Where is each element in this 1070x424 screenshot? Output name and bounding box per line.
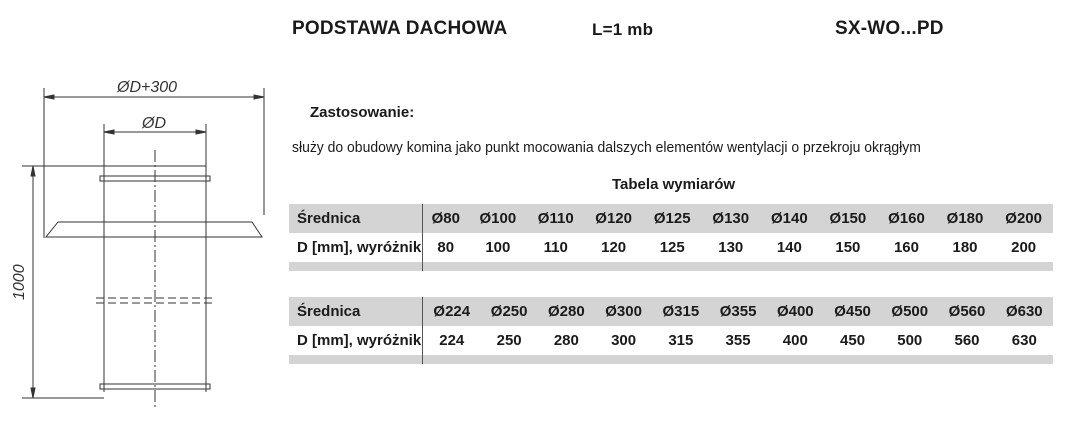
row-label-value: D [mm], wyróżnik <box>289 233 423 262</box>
diameter-cell: Ø355 <box>709 297 766 326</box>
value-cell: 250 <box>481 326 538 355</box>
table-caption: Tabela wymiarów <box>612 176 736 193</box>
diameter-cell: Ø630 <box>996 297 1053 326</box>
value-cell: 450 <box>824 326 881 355</box>
page-title: PODSTAWA DACHOWA <box>292 18 508 39</box>
diameter-cell: Ø200 <box>994 204 1053 233</box>
value-cell: 140 <box>760 233 819 262</box>
value-cell: 630 <box>996 326 1053 355</box>
product-code: SX-WO...PD <box>835 18 944 39</box>
value-cell: 120 <box>584 233 643 262</box>
diameter-cell: Ø250 <box>481 297 538 326</box>
value-cell: 180 <box>936 233 995 262</box>
length-label: L=1 mb <box>592 20 654 39</box>
diameter-cell: Ø560 <box>938 297 995 326</box>
dim-inner-label: ØD <box>142 115 166 132</box>
diameter-cell: Ø140 <box>760 204 819 233</box>
row-label-value: D [mm], wyróżnik <box>289 326 423 355</box>
value-cell: 224 <box>423 326 481 355</box>
diameter-cell: Ø125 <box>643 204 702 233</box>
dimension-table-2 <box>289 297 1053 364</box>
value-cell: 355 <box>709 326 766 355</box>
technical-drawing <box>0 0 290 424</box>
application-text: służy do obudowy komina jako punkt mocowania dalszych elementów wentylacji o przekroju okrągłym <box>292 139 921 156</box>
row-label-diameter: Średnica <box>289 297 423 326</box>
diameter-cell: Ø150 <box>819 204 878 233</box>
diameter-cell: Ø160 <box>877 204 936 233</box>
value-cell: 315 <box>652 326 709 355</box>
diameter-cell: Ø130 <box>701 204 760 233</box>
diameter-cell: Ø300 <box>595 297 652 326</box>
dim-height-label: 1000 <box>11 264 28 300</box>
diameter-cell: Ø315 <box>652 297 709 326</box>
table-row-value <box>289 326 1053 355</box>
dim-outer-label: ØD+300 <box>117 79 178 96</box>
diameter-cell: Ø110 <box>527 204 584 233</box>
diameter-cell: Ø280 <box>538 297 595 326</box>
value-cell: 500 <box>881 326 938 355</box>
value-cell: 80 <box>423 233 469 262</box>
value-cell: 200 <box>994 233 1053 262</box>
value-cell: 130 <box>701 233 760 262</box>
table-row-value <box>289 233 1053 262</box>
diameter-cell: Ø450 <box>824 297 881 326</box>
table-row-diameter <box>289 297 1053 326</box>
table-footer-band <box>289 355 1053 364</box>
value-cell: 125 <box>643 233 702 262</box>
value-cell: 150 <box>819 233 878 262</box>
table-row-diameter <box>289 204 1053 233</box>
dimension-table-1 <box>289 204 1053 271</box>
row-label-diameter: Średnica <box>289 204 423 233</box>
value-cell: 280 <box>538 326 595 355</box>
diameter-cell: Ø120 <box>584 204 643 233</box>
table-footer-band <box>289 262 1053 271</box>
value-cell: 560 <box>938 326 995 355</box>
diameter-cell: Ø80 <box>423 204 469 233</box>
diameter-cell: Ø500 <box>881 297 938 326</box>
value-cell: 300 <box>595 326 652 355</box>
value-cell: 400 <box>767 326 824 355</box>
diameter-cell: Ø224 <box>423 297 481 326</box>
diameter-cell: Ø180 <box>936 204 995 233</box>
diameter-cell: Ø400 <box>767 297 824 326</box>
value-cell: 100 <box>469 233 528 262</box>
value-cell: 110 <box>527 233 584 262</box>
application-label: Zastosowanie: <box>310 104 415 121</box>
diameter-cell: Ø100 <box>469 204 528 233</box>
value-cell: 160 <box>877 233 936 262</box>
